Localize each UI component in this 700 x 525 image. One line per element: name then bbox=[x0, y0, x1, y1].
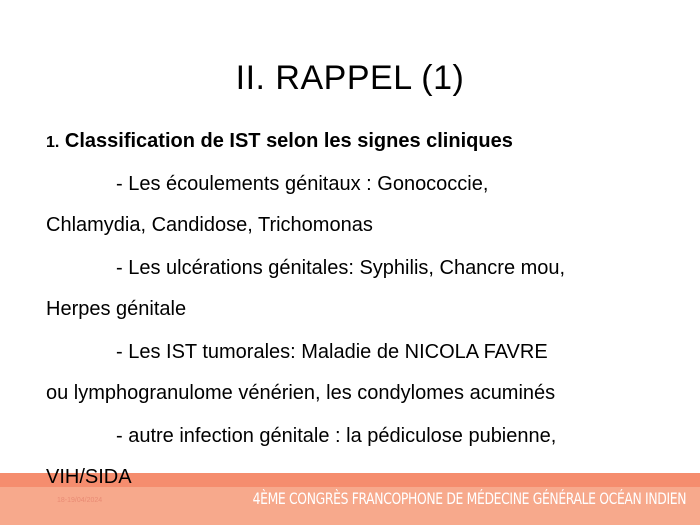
bullet-line-1: - Les écoulements génitaux : Gonococcie, bbox=[116, 173, 489, 195]
slide-title: II. RAPPEL (1) bbox=[235, 59, 465, 97]
bullet-line-7: - autre infection génitale : la pédiculose pubienne, bbox=[116, 425, 557, 447]
conference-name: 4ÈME CONGRÈS FRANCOPHONE DE MÉDECINE GÉNÉRALE OCÉAN INDIEN bbox=[252, 489, 686, 508]
section-heading bbox=[46, 128, 513, 156]
section-number: 1. bbox=[46, 134, 60, 151]
bullet-line-2: Chlamydia, Candidose, Trichomonas bbox=[46, 214, 373, 236]
bullet-line-5: - Les IST tumorales: Maladie de NICOLA FAVRE bbox=[116, 341, 548, 363]
section-heading-text: Classification de IST selon les signes cliniques bbox=[59, 130, 513, 152]
footer-date: 18-19/04/2024 bbox=[57, 497, 103, 504]
bullet-line-6: ou lymphogranulome vénérien, les condylomes acuminés bbox=[46, 382, 556, 404]
bullet-line-3: - Les ulcérations génitales: Syphilis, Chancre mou, bbox=[116, 257, 566, 279]
bullet-line-8: VIH/SIDA bbox=[46, 466, 132, 488]
bullet-line-4: Herpes génitale bbox=[46, 298, 187, 320]
